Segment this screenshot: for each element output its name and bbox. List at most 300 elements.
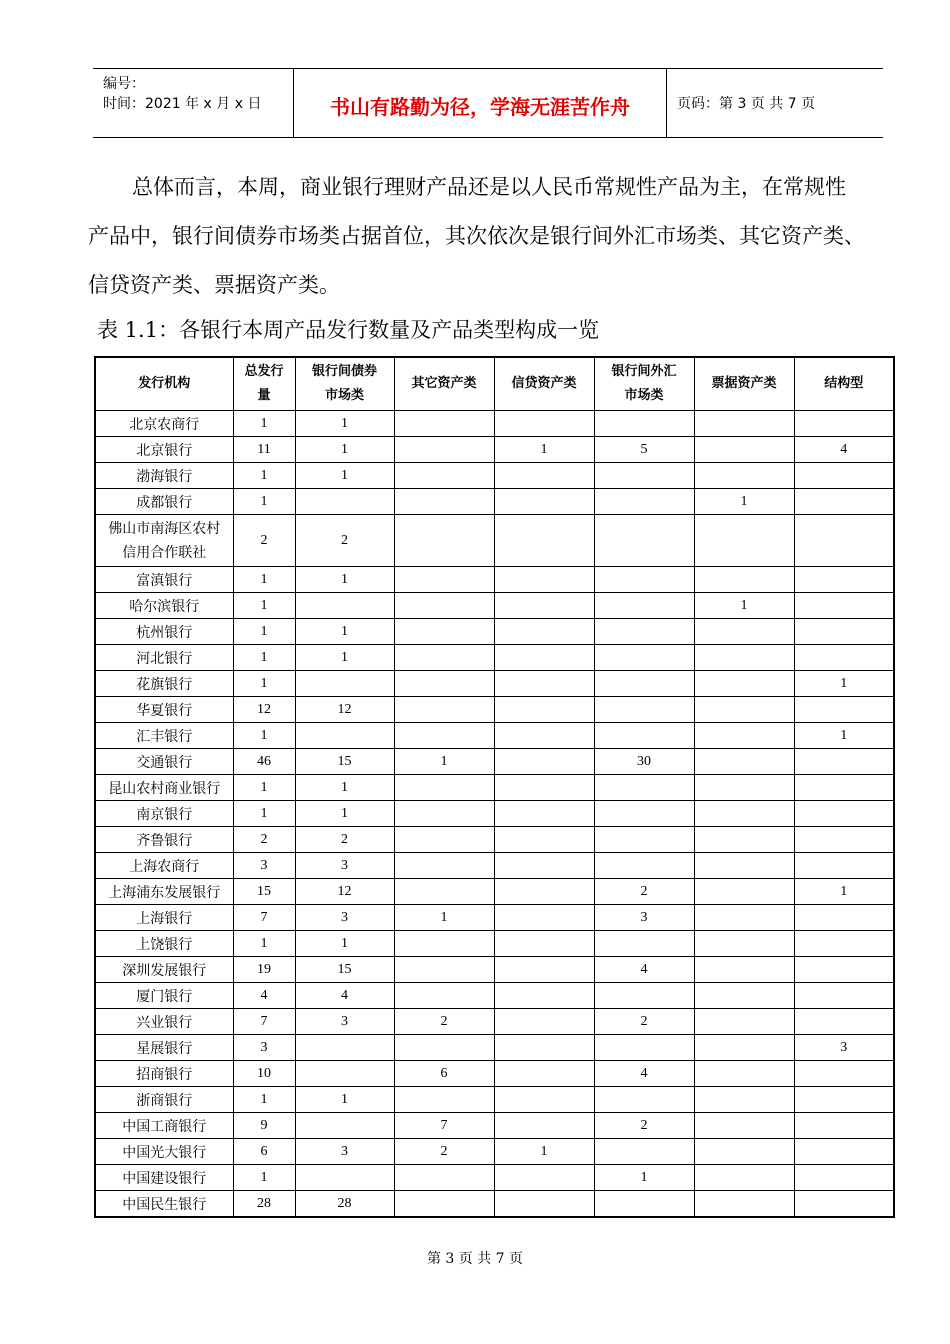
count-cell (494, 957, 594, 983)
table-header-row (95, 357, 894, 411)
count-cell (394, 463, 494, 489)
count-cell (694, 827, 794, 853)
bank-name-cell: 齐鲁银行 (95, 827, 233, 853)
bank-name-cell: 杭州银行 (95, 619, 233, 645)
column-header-text: 市场类 (624, 388, 664, 403)
count-cell (394, 619, 494, 645)
count-cell (494, 489, 594, 515)
count-cell: 3 (295, 905, 394, 931)
count-cell (694, 1035, 794, 1061)
bank-name-cell: 中国工商银行 (95, 1113, 233, 1139)
table-row (95, 1009, 894, 1035)
count-cell (694, 931, 794, 957)
count-cell (794, 749, 894, 775)
count-cell: 3 (233, 1035, 295, 1061)
table-row (95, 437, 894, 463)
count-cell (694, 801, 794, 827)
count-cell (494, 463, 594, 489)
count-cell (394, 567, 494, 593)
count-cell (394, 827, 494, 853)
column-header (694, 357, 794, 411)
count-cell (494, 1087, 594, 1113)
count-cell (694, 775, 794, 801)
count-cell: 46 (233, 749, 295, 775)
count-cell: 1 (694, 489, 794, 515)
count-cell: 1 (233, 1165, 295, 1191)
count-cell: 2 (295, 827, 394, 853)
count-cell (394, 411, 494, 437)
count-cell (594, 827, 694, 853)
count-cell (594, 853, 694, 879)
count-cell: 2 (233, 827, 295, 853)
motto: 书山有路勤为径，学海无涯苦作舟 (330, 95, 630, 119)
column-header-text: 发行机构 (138, 376, 191, 391)
count-cell: 15 (295, 957, 394, 983)
count-cell: 10 (233, 1061, 295, 1087)
table-row (95, 879, 894, 905)
count-cell (295, 671, 394, 697)
count-cell (394, 853, 494, 879)
count-cell (794, 1061, 894, 1087)
bank-name-cell: 交通银行 (95, 749, 233, 775)
count-cell (394, 645, 494, 671)
column-header-text: 银行间债券 (311, 364, 377, 379)
count-cell (794, 463, 894, 489)
count-cell (494, 645, 594, 671)
count-cell: 28 (295, 1191, 394, 1218)
count-cell (694, 1113, 794, 1139)
count-cell (494, 853, 594, 879)
count-cell: 5 (594, 437, 694, 463)
count-cell (594, 1087, 694, 1113)
count-cell: 1 (394, 749, 494, 775)
count-cell (494, 723, 594, 749)
count-cell (494, 827, 594, 853)
count-cell: 11 (233, 437, 295, 463)
bank-name-cell: 昆山农村商业银行 (95, 775, 233, 801)
count-cell (694, 567, 794, 593)
count-cell (594, 671, 694, 697)
count-cell (295, 1061, 394, 1087)
summary-paragraph (88, 163, 903, 310)
table-row (95, 827, 894, 853)
count-cell (494, 1113, 594, 1139)
column-header (494, 357, 594, 411)
bank-name-cell: 深圳发展银行 (95, 957, 233, 983)
table-row (95, 957, 894, 983)
count-cell (494, 697, 594, 723)
count-cell (494, 931, 594, 957)
count-cell: 7 (394, 1113, 494, 1139)
count-cell: 2 (394, 1139, 494, 1165)
count-cell (694, 1009, 794, 1035)
table-row (95, 931, 894, 957)
count-cell (394, 437, 494, 463)
bank-name-cell: 佛山市南海区农村 信用合作联社 (95, 515, 233, 567)
table-row (95, 1191, 894, 1218)
count-cell (594, 593, 694, 619)
table-row (95, 515, 894, 567)
count-cell: 1 (295, 411, 394, 437)
count-cell (794, 905, 894, 931)
count-cell: 7 (233, 905, 295, 931)
count-cell (594, 645, 694, 671)
bank-name-cell: 招商银行 (95, 1061, 233, 1087)
count-cell (594, 697, 694, 723)
column-header (594, 357, 694, 411)
page-info: 页码：第 3 页 共 7 页 (677, 96, 816, 112)
page-footer: 第 3 页 共 7 页 (426, 1251, 524, 1267)
count-cell (594, 1191, 694, 1218)
count-cell: 15 (295, 749, 394, 775)
count-cell: 7 (233, 1009, 295, 1035)
bank-name-cell: 星展银行 (95, 1035, 233, 1061)
header-page-cell (667, 69, 883, 137)
count-cell: 2 (594, 879, 694, 905)
count-cell (794, 1087, 894, 1113)
count-cell: 3 (295, 1139, 394, 1165)
table-row (95, 1035, 894, 1061)
count-cell (295, 1035, 394, 1061)
count-cell (394, 489, 494, 515)
count-cell: 1 (233, 567, 295, 593)
count-cell: 1 (295, 567, 394, 593)
count-cell: 1 (233, 463, 295, 489)
bank-name-cell: 上海农商行 (95, 853, 233, 879)
header-motto-cell (294, 69, 667, 137)
table-row (95, 983, 894, 1009)
count-cell: 2 (295, 515, 394, 567)
count-cell (494, 983, 594, 1009)
bank-name-cell: 浙商银行 (95, 1087, 233, 1113)
table-row (95, 1113, 894, 1139)
count-cell (295, 1165, 394, 1191)
count-cell (794, 1009, 894, 1035)
count-cell (494, 905, 594, 931)
count-cell (794, 567, 894, 593)
count-cell (794, 1139, 894, 1165)
count-cell: 1 (233, 775, 295, 801)
count-cell (794, 775, 894, 801)
count-cell: 12 (295, 879, 394, 905)
count-cell (494, 1165, 594, 1191)
count-cell: 6 (233, 1139, 295, 1165)
paragraph-line: 信贷资产类、票据资产类。 (88, 273, 340, 297)
count-cell (794, 1191, 894, 1218)
table-row (95, 749, 894, 775)
count-cell: 3 (295, 1009, 394, 1035)
count-cell: 1 (494, 1139, 594, 1165)
count-cell (694, 671, 794, 697)
column-header (794, 357, 894, 411)
count-cell (694, 645, 794, 671)
bank-name-cell: 成都银行 (95, 489, 233, 515)
count-cell (794, 645, 894, 671)
bank-name-cell: 南京银行 (95, 801, 233, 827)
count-cell (694, 723, 794, 749)
count-cell: 2 (233, 515, 295, 567)
count-cell (394, 1035, 494, 1061)
bank-name-cell: 河北银行 (95, 645, 233, 671)
bank-name-cell: 富滇银行 (95, 567, 233, 593)
count-cell (394, 593, 494, 619)
count-cell: 1 (233, 723, 295, 749)
count-cell (794, 801, 894, 827)
count-cell: 3 (594, 905, 694, 931)
table-row (95, 1165, 894, 1191)
count-cell: 12 (233, 697, 295, 723)
count-cell (794, 957, 894, 983)
table-caption: 表 1.1：各银行本周产品发行数量及产品类型构成一览 (97, 318, 600, 342)
count-cell: 2 (394, 1009, 494, 1035)
bank-name-cell: 上饶银行 (95, 931, 233, 957)
count-cell (594, 801, 694, 827)
count-cell (694, 411, 794, 437)
count-cell (694, 1165, 794, 1191)
count-cell (494, 567, 594, 593)
count-cell: 1 (794, 879, 894, 905)
count-cell (794, 931, 894, 957)
bank-name-cell: 中国民生银行 (95, 1191, 233, 1218)
count-cell (794, 1113, 894, 1139)
count-cell (594, 1035, 694, 1061)
count-cell (394, 1165, 494, 1191)
count-cell (494, 775, 594, 801)
count-cell (594, 931, 694, 957)
count-cell (394, 671, 494, 697)
count-cell (694, 879, 794, 905)
count-cell: 1 (233, 801, 295, 827)
table-row (95, 775, 894, 801)
count-cell (494, 801, 594, 827)
count-cell (794, 489, 894, 515)
count-cell: 6 (394, 1061, 494, 1087)
bank-name-cell: 上海银行 (95, 905, 233, 931)
count-cell: 1 (494, 437, 594, 463)
count-cell (694, 463, 794, 489)
count-cell (794, 827, 894, 853)
count-cell: 1 (295, 437, 394, 463)
count-cell (594, 411, 694, 437)
count-cell: 4 (295, 983, 394, 1009)
time-label: 时间：2021 年 x 月 x 日 (103, 96, 262, 112)
count-cell (394, 957, 494, 983)
count-cell (494, 1009, 594, 1035)
count-cell (394, 801, 494, 827)
count-cell: 1 (594, 1165, 694, 1191)
count-cell (494, 1061, 594, 1087)
issuance-table (94, 356, 895, 1218)
count-cell (694, 905, 794, 931)
count-cell (394, 1191, 494, 1218)
count-cell: 30 (594, 749, 694, 775)
count-cell: 19 (233, 957, 295, 983)
count-cell: 3 (233, 853, 295, 879)
count-cell (794, 1165, 894, 1191)
count-cell (794, 697, 894, 723)
count-cell: 1 (233, 931, 295, 957)
count-cell: 1 (295, 775, 394, 801)
count-cell (694, 1087, 794, 1113)
count-cell (794, 983, 894, 1009)
column-header (95, 357, 233, 411)
bank-name-cell: 花旗银行 (95, 671, 233, 697)
table-row (95, 801, 894, 827)
table-row (95, 463, 894, 489)
count-cell: 3 (295, 853, 394, 879)
count-cell (694, 1191, 794, 1218)
column-header-text: 总发行 (244, 364, 284, 379)
count-cell (594, 983, 694, 1009)
count-cell: 3 (794, 1035, 894, 1061)
count-cell: 1 (694, 593, 794, 619)
count-cell (594, 463, 694, 489)
count-cell (494, 749, 594, 775)
count-cell: 1 (794, 671, 894, 697)
table-row (95, 1139, 894, 1165)
table-row (95, 723, 894, 749)
column-header-text: 量 (257, 388, 271, 403)
column-header (233, 357, 295, 411)
count-cell (794, 853, 894, 879)
count-cell (794, 515, 894, 567)
count-cell: 12 (295, 697, 394, 723)
count-cell (394, 931, 494, 957)
count-cell (594, 723, 694, 749)
count-cell: 4 (794, 437, 894, 463)
count-cell (494, 619, 594, 645)
count-cell (394, 1087, 494, 1113)
table-row (95, 1087, 894, 1113)
bank-name-cell: 汇丰银行 (95, 723, 233, 749)
table-row (95, 671, 894, 697)
count-cell: 2 (594, 1113, 694, 1139)
count-cell: 1 (295, 463, 394, 489)
column-header (394, 357, 494, 411)
count-cell (494, 515, 594, 567)
count-cell: 1 (233, 1087, 295, 1113)
count-cell (594, 567, 694, 593)
column-header-text: 其它资产类 (411, 376, 477, 391)
count-cell: 1 (233, 411, 295, 437)
bank-name-cell: 北京银行 (95, 437, 233, 463)
bank-name-cell: 兴业银行 (95, 1009, 233, 1035)
count-cell (594, 619, 694, 645)
count-cell: 1 (295, 931, 394, 957)
count-cell: 1 (233, 645, 295, 671)
count-cell: 2 (594, 1009, 694, 1035)
count-cell: 1 (233, 619, 295, 645)
table-row (95, 1061, 894, 1087)
bank-name-cell: 哈尔滨银行 (95, 593, 233, 619)
count-cell (394, 879, 494, 905)
column-header-text: 结构型 (824, 376, 864, 391)
table-row (95, 905, 894, 931)
count-cell (694, 853, 794, 879)
count-cell (494, 671, 594, 697)
column-header-text: 票据资产类 (711, 376, 777, 391)
bank-name-cell: 渤海银行 (95, 463, 233, 489)
count-cell: 1 (233, 489, 295, 515)
header-meta-cell (93, 69, 294, 137)
table-row (95, 593, 894, 619)
table-row (95, 411, 894, 437)
count-cell: 1 (233, 671, 295, 697)
column-header (295, 357, 394, 411)
count-cell: 1 (295, 1087, 394, 1113)
count-cell (694, 1139, 794, 1165)
count-cell (694, 1061, 794, 1087)
count-cell (694, 515, 794, 567)
paragraph-line: 产品中，银行间债券市场类占据首位，其次依次是银行间外汇市场类、其它资产类、 (88, 224, 865, 248)
paragraph-line: 总体而言，本周，商业银行理财产品还是以人民币常规性产品为主，在常规性 (132, 175, 846, 199)
count-cell (594, 775, 694, 801)
count-cell (794, 593, 894, 619)
count-cell (494, 1035, 594, 1061)
count-cell (594, 515, 694, 567)
table-row (95, 697, 894, 723)
count-cell: 4 (594, 957, 694, 983)
count-cell (394, 775, 494, 801)
table-row (95, 489, 894, 515)
count-cell: 28 (233, 1191, 295, 1218)
bank-name-cell: 中国建设银行 (95, 1165, 233, 1191)
count-cell (295, 1113, 394, 1139)
count-cell (594, 489, 694, 515)
count-cell (594, 1139, 694, 1165)
count-cell: 1 (394, 905, 494, 931)
count-cell (494, 411, 594, 437)
column-header-text: 银行间外汇 (611, 364, 677, 379)
table-row (95, 567, 894, 593)
count-cell (295, 489, 394, 515)
count-cell (394, 697, 494, 723)
count-cell (694, 619, 794, 645)
bank-name-cell: 北京农商行 (95, 411, 233, 437)
bank-name-cell: 华夏银行 (95, 697, 233, 723)
count-cell: 4 (594, 1061, 694, 1087)
page-header (93, 68, 883, 138)
count-cell (794, 619, 894, 645)
count-cell (694, 697, 794, 723)
count-cell: 1 (794, 723, 894, 749)
count-cell: 1 (233, 593, 295, 619)
table-row (95, 645, 894, 671)
bank-name-cell: 中国光大银行 (95, 1139, 233, 1165)
count-cell: 1 (295, 619, 394, 645)
table-row (95, 619, 894, 645)
count-cell: 9 (233, 1113, 295, 1139)
count-cell (494, 593, 594, 619)
count-cell (394, 723, 494, 749)
column-header-text: 市场类 (324, 388, 364, 403)
count-cell: 15 (233, 879, 295, 905)
count-cell (295, 723, 394, 749)
count-cell (694, 749, 794, 775)
serial-label: 编号： (103, 76, 145, 92)
count-cell (494, 879, 594, 905)
column-header-text: 信贷资产类 (511, 376, 577, 391)
count-cell (694, 437, 794, 463)
count-cell (794, 411, 894, 437)
count-cell (494, 1191, 594, 1218)
bank-name-cell: 上海浦东发展银行 (95, 879, 233, 905)
table-row (95, 853, 894, 879)
count-cell: 1 (295, 801, 394, 827)
count-cell: 4 (233, 983, 295, 1009)
count-cell (394, 983, 494, 1009)
count-cell (694, 983, 794, 1009)
